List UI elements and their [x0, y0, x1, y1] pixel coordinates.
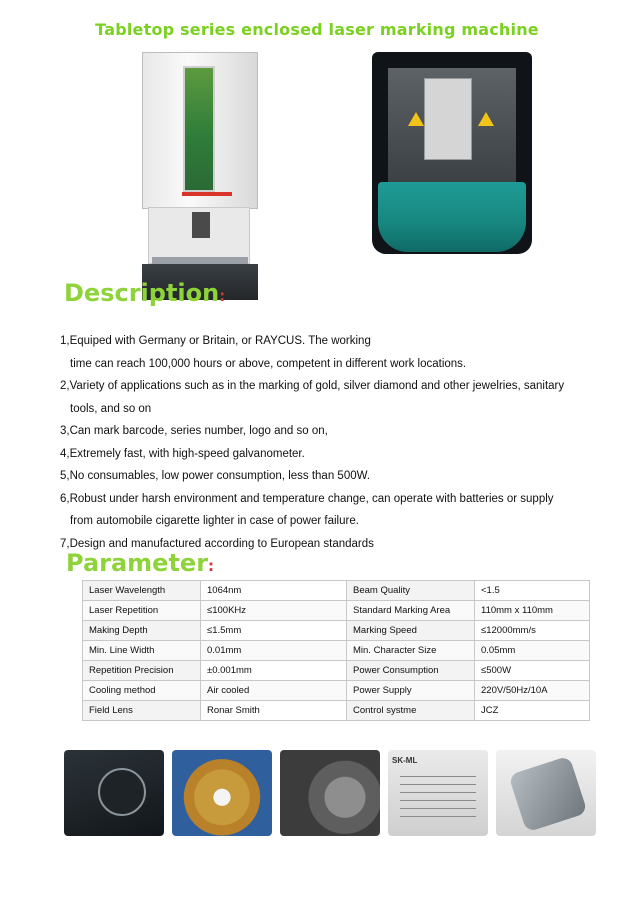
- param-value: 1064nm: [201, 581, 347, 601]
- table-row: [83, 681, 590, 701]
- red-indicator-bar: [182, 192, 232, 196]
- param-value: ≤500W: [475, 661, 590, 681]
- param-value: JCZ: [475, 701, 590, 721]
- param-label: Repetition Precision: [83, 661, 201, 681]
- param-value: 0.05mm: [475, 641, 590, 661]
- parameter-table: [82, 580, 590, 721]
- sample-photo-tool: [496, 750, 596, 836]
- description-line: 2,Variety of applications such as in the marking of gold, silver diamond and other jewelries, sanitary: [60, 380, 565, 392]
- description-list: [60, 330, 630, 555]
- parameter-heading-text: Parameter: [66, 549, 209, 577]
- param-value: Air cooled: [201, 681, 347, 701]
- table-row: [83, 621, 590, 641]
- param-value: 0.01mm: [201, 641, 347, 661]
- description-line: from automobile cigarette lighter in case of power failure.: [70, 515, 359, 527]
- param-value: 220V/50Hz/10A: [475, 681, 590, 701]
- param-value: 110mm x 110mm: [475, 601, 590, 621]
- param-label: Cooling method: [83, 681, 201, 701]
- green-viewing-window: [183, 66, 215, 192]
- description-line: tools, and so on: [70, 402, 152, 415]
- sample-photo-strip: [64, 744, 594, 840]
- laser-warning-icon: [478, 112, 494, 126]
- param-label: Marking Speed: [347, 621, 475, 641]
- description-line: 5,No consumables, low power consumption, less than 500W.: [60, 470, 371, 482]
- table-row: [83, 661, 590, 681]
- description-line: 7,Design and manufactured according to European standards: [60, 537, 374, 550]
- description-line: 3,Can mark barcode, series number, logo and so on,: [60, 425, 328, 437]
- param-label: Min. Character Size: [347, 641, 475, 661]
- laser-warning-icon: [408, 112, 424, 126]
- param-label: Standard Marking Area: [347, 601, 475, 621]
- nameplate-lines: [400, 776, 476, 818]
- teal-base: [378, 182, 526, 252]
- table-row: [83, 641, 590, 661]
- param-label: Laser Wavelength: [83, 581, 201, 601]
- laser-head: [192, 212, 210, 238]
- description-line: 6,Robust under harsh environment and temperature change, can operate with batteries or supply: [60, 492, 554, 505]
- param-value: <1.5: [475, 581, 590, 601]
- parameter-heading: [66, 549, 214, 577]
- wrench-icon: [508, 756, 587, 833]
- param-label: Beam Quality: [347, 581, 475, 601]
- description-line: 1,Equiped with Germany or Britain, or RAYCUS. The working: [60, 335, 371, 347]
- tabletop-machine-photo: [140, 52, 260, 302]
- description-line: time can reach 100,000 hours or above, competent in different work locations.: [70, 357, 467, 370]
- param-label: Power Consumption: [347, 661, 475, 681]
- sample-photo-gold-ring: [172, 750, 272, 836]
- description-line: 4,Extremely fast, with high-speed galvanometer.: [60, 447, 305, 460]
- param-value: ≤100KHz: [201, 601, 347, 621]
- param-label: Making Depth: [83, 621, 201, 641]
- param-value: ≤1.5mm: [201, 621, 347, 641]
- table-row: [83, 701, 590, 721]
- description-heading-colon: :: [219, 287, 226, 305]
- param-value: Ronar Smith: [201, 701, 347, 721]
- nameplate-label: SK-ML: [392, 756, 418, 765]
- enclosed-machine-photo: [372, 52, 532, 254]
- param-label: Field Lens: [83, 701, 201, 721]
- sample-photo-gear: [280, 750, 380, 836]
- param-label: Power Supply: [347, 681, 475, 701]
- param-label: Control systme: [347, 701, 475, 721]
- dial-icon: [98, 768, 146, 816]
- description-heading: [64, 279, 225, 307]
- description-heading-text: Description: [64, 279, 220, 307]
- parameter-heading-colon: :: [208, 557, 215, 575]
- table-row: [83, 581, 590, 601]
- laser-module: [424, 78, 472, 160]
- sample-photo-nameplate: [388, 750, 488, 836]
- param-value: ±0.001mm: [201, 661, 347, 681]
- param-label: Laser Repetition: [83, 601, 201, 621]
- page-title: Tabletop series enclosed laser marking machine: [95, 20, 539, 39]
- sample-photo-control-panel: [64, 750, 164, 836]
- param-value: ≤12000mm/s: [475, 621, 590, 641]
- table-row: [83, 601, 590, 621]
- param-label: Min. Line Width: [83, 641, 201, 661]
